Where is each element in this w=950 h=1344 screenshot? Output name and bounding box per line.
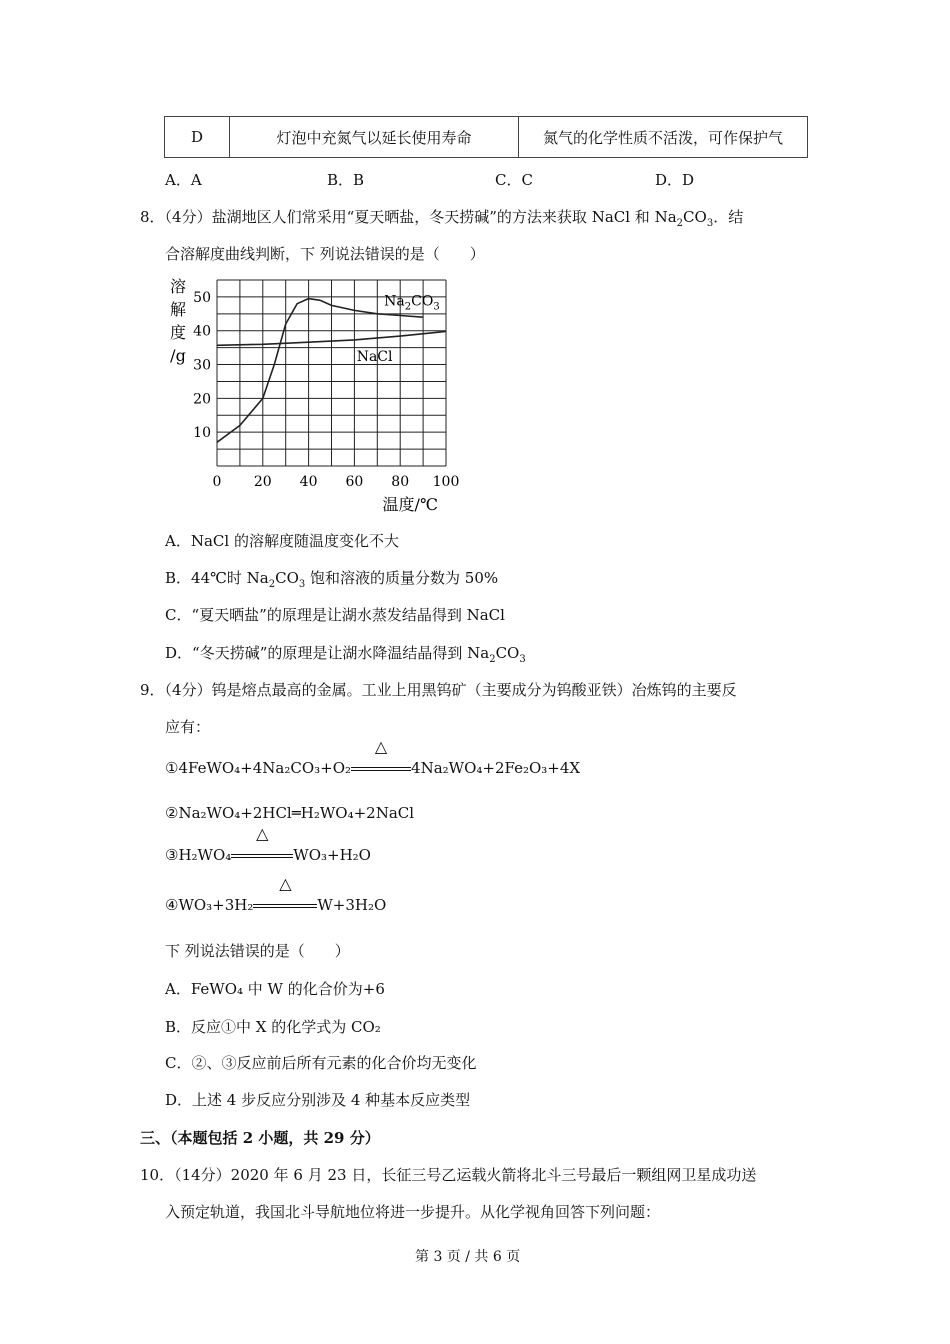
y-tick-label: 20 (193, 391, 211, 408)
heat-arrow (253, 874, 317, 914)
q7-choice-b[interactable]: B．B (327, 171, 365, 189)
series-curve-na2co3 (217, 299, 423, 443)
q10-stem-line1: 10．（14分）2020 年 6 月 23 日，长征三号乙运载火箭将北斗三号最后一颗组网卫星成功送 (140, 1166, 757, 1184)
series-label-nacl: NaCl (356, 349, 393, 366)
q9-option-d[interactable]: D．上述 4 步反应分别涉及 4 种基本反应类型 (165, 1091, 471, 1109)
q7-choice-c[interactable]: C．C (495, 171, 533, 189)
section-heading: 三、（本题包括 2 小题，共 29 分） (140, 1129, 380, 1147)
x-tick-label: 80 (391, 474, 410, 490)
q9-stem-line1: 9．（4分）钨是熔点最高的金属。工业上用黑钨矿（主要成分为钨酸亚铁）冶炼钨的主要反 (140, 681, 737, 699)
x-axis-label: 温度/℃ (382, 495, 438, 514)
q9-option-a[interactable]: A．FeWO₄ 中 W 的化合价为+6 (165, 980, 385, 998)
series-label-na2co3: $Na_2CO_3$ (384, 293, 440, 313)
x-tick-label: 40 (299, 474, 318, 490)
q9-option-b[interactable]: B．反应①中 X 的化学式为 CO₂ (165, 1018, 381, 1036)
q7-choice-a[interactable]: A．A (165, 171, 202, 189)
q8-stem-line1: 8．（4分）盐湖地区人们常采用“夏天晒盐，冬天捞碱”的方法来获取 NaCl 和 $Na_2CO_3$．结 (140, 208, 744, 229)
y-tick-label: 30 (193, 357, 211, 374)
x-tick-label: 20 (253, 474, 272, 490)
y-tick-label: 50 (193, 289, 211, 306)
page-footer: 第 3 页 / 共 6 页 (415, 1249, 521, 1265)
heat-symbol: △ (279, 874, 292, 893)
q9-equation-4: ④WO₃+3H₂ △ W+3H₂O (165, 874, 387, 914)
table-row (165, 117, 808, 158)
y-axis-label: 解 (169, 300, 187, 319)
x-tick-label: 100 (432, 474, 460, 490)
q9-stem-line2: 应有： (165, 718, 211, 736)
x-tick-label: 0 (212, 474, 222, 490)
q9-option-c[interactable]: C．②、③反应前后所有元素的化合价均无变化 (165, 1054, 477, 1072)
q9-equation-2: ②Na₂WO₄+2HCl═H₂WO₄+2NaCl (165, 804, 415, 822)
heat-arrow (231, 824, 293, 864)
q8-stem-line2: 合溶解度曲线判断，下 列说法错误的是（ ） (165, 245, 485, 263)
q9-prompt: 下 列说法错误的是（ ） (165, 942, 350, 960)
y-axis-label: 度 (169, 323, 187, 342)
heat-symbol: △ (374, 737, 388, 756)
table-cell-letter: D (165, 117, 230, 158)
q8-option-b[interactable]: B．44℃时 $Na_2CO_3$ 饱和溶液的质量分数为 50% (165, 569, 499, 590)
table-cell-practice: 灯泡中充氮气以延长使用寿命 (230, 117, 519, 158)
table-cell-reason: 氮气的化学性质不活泼，可作保护气 (519, 117, 808, 158)
x-tick-label: 60 (345, 474, 364, 490)
y-tick-label: 10 (193, 425, 211, 442)
y-axis-label: 溶 (169, 277, 187, 296)
solubility-chart (160, 268, 480, 518)
y-tick-label: 40 (193, 323, 211, 340)
q8-option-c[interactable]: C．“夏天晒盐”的原理是让湖水蒸发结晶得到 NaCl (165, 606, 505, 624)
q9-equation-3: ③H₂WO₄ △ WO₃+H₂O (165, 824, 371, 864)
q8-option-d[interactable]: D．“冬天捞碱”的原理是让湖水降温结晶得到 $Na_2CO_3$ (165, 644, 526, 665)
q7-choice-d[interactable]: D．D (655, 171, 695, 189)
option-table (164, 116, 808, 158)
heat-symbol: △ (256, 824, 269, 843)
q9-equation-1: ①4FeWO₄+4Na₂CO₃+O₂ △ 4Na₂WO₄+2Fe₂O₃+4X (165, 737, 581, 777)
q8-option-a[interactable]: A．NaCl 的溶解度随温度变化不大 (165, 532, 399, 550)
q10-stem-line2: 入预定轨道，我国北斗导航地位将进一步提升。从化学视角回答下列问题： (165, 1203, 661, 1221)
heat-arrow (351, 737, 411, 777)
q7-choices (165, 169, 725, 189)
y-axis-label: /g (170, 346, 186, 365)
